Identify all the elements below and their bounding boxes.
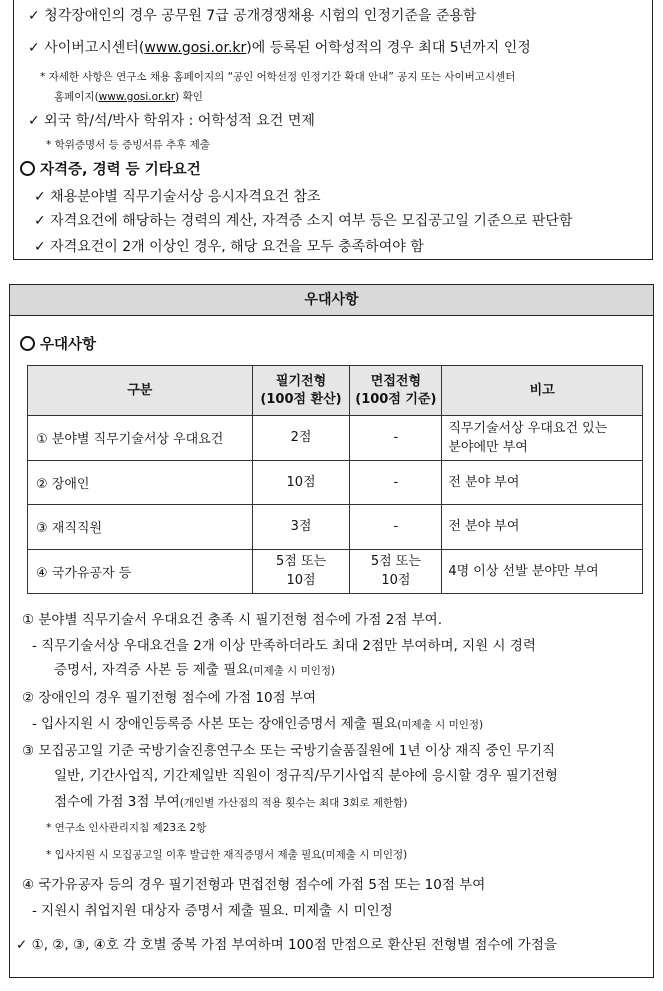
row-label: ② 장애인 bbox=[28, 460, 253, 505]
header-interview: 면접전형 (100점 기준) bbox=[350, 366, 442, 416]
note-sub: - 입사지원 시 장애인등록증 사본 또는 장애인증명서 제출 필요(미제출 시 미인정) bbox=[32, 716, 484, 732]
note-line: 홈페이지(www.gosi.or.kr) 확인 bbox=[54, 91, 203, 103]
preference-box bbox=[9, 284, 654, 978]
row-label: ① 분야별 직무기술서상 우대요건 bbox=[28, 416, 253, 461]
header-remarks: 비고 bbox=[442, 366, 643, 416]
note-footnote: * 입사지원 시 모집공고일 이후 발급한 재직증명서 제출 필요(미제출 시 미인정) bbox=[46, 849, 408, 861]
circle-bullet-icon bbox=[20, 161, 35, 176]
written-score: 10점 bbox=[252, 460, 350, 505]
circle-bullet-icon bbox=[20, 336, 35, 351]
note-sub: - 지원시 취업지원 대상자 증명서 제출 필요. 미제출 시 미인정 bbox=[32, 903, 393, 919]
note-item: ③ 모집공고일 기준 국방기술진흥연구소 또는 국방기술품질원에 1년 이상 재직 중인 무기직 bbox=[22, 743, 556, 759]
note-sub: - 직무기술서상 우대요건을 2개 이상 만족하더라도 최대 2점만 부여하며, 지원 시 경력 bbox=[32, 638, 536, 654]
header-category: 구분 bbox=[28, 366, 253, 416]
remark: 전 분야 부여 bbox=[442, 460, 643, 505]
interview-score: - bbox=[350, 460, 442, 505]
table-row bbox=[28, 549, 643, 594]
written-score: 2점 bbox=[252, 416, 350, 461]
remark: 전 분야 부여 bbox=[442, 505, 643, 550]
note-line: * 학위증명서 등 증빙서류 추후 제출 bbox=[46, 139, 210, 151]
check-item: ✓ ①, ②, ③, ④호 각 호별 중복 가점 부여하며 100점 만점으로 환산된 전형별 점수에 가점을 bbox=[16, 937, 557, 953]
interview-score: 5점 또는 10점 bbox=[350, 549, 442, 594]
remark: 직무기술서상 우대요건 있는 분야에만 부여 bbox=[442, 416, 643, 461]
table-row bbox=[28, 505, 643, 550]
row-label: ④ 국가유공자 등 bbox=[28, 549, 253, 594]
interview-score: - bbox=[350, 416, 442, 461]
section-heading: 우대사항 bbox=[20, 333, 96, 354]
interview-score: - bbox=[350, 505, 442, 550]
check-item: ✓ 채용분야별 직무기술서상 응시자격요건 참조 bbox=[34, 189, 321, 205]
gosi-link[interactable]: www.gosi.or.kr bbox=[98, 91, 176, 103]
note-sub: 일반, 기간사업직, 기간제일반 직원이 정규직/무기사업직 분야에 응시할 경우 필기전형 bbox=[54, 768, 558, 784]
check-item: ✓ 자격요건에 해당하는 경력의 계산, 자격증 소지 여부 등은 모집공고일 기준으로 판단함 bbox=[34, 213, 573, 229]
table-row bbox=[28, 416, 643, 461]
qualification-box bbox=[13, 0, 653, 260]
section-heading: 자격증, 경력 등 기타요건 bbox=[20, 158, 201, 179]
written-score: 3점 bbox=[252, 505, 350, 550]
note-footnote: * 연구소 인사관리지침 제23조 2항 bbox=[46, 822, 207, 834]
preference-table bbox=[27, 365, 643, 594]
check-item: ✓ 사이버고시센터(www.gosi.or.kr)에 등록된 어학성적의 경우 최대 5년까지 인정 bbox=[28, 40, 531, 56]
gosi-link[interactable]: www.gosi.or.kr bbox=[144, 40, 247, 56]
note-line: * 자세한 사항은 연구소 채용 홈페이지의 “공인 어학선정 인정기간 확대 안내” 공지 또는 사이버고시센터 bbox=[40, 71, 516, 83]
note-sub: 증명서, 자격증 사본 등 제출 필요(미제출 시 미인정) bbox=[54, 662, 336, 678]
note-item: ④ 국가유공자 등의 경우 필기전형과 면접전형 점수에 가점 5점 또는 10점 부여 bbox=[22, 877, 486, 893]
table-row bbox=[28, 460, 643, 505]
row-label: ③ 재직직원 bbox=[28, 505, 253, 550]
note-sub: 점수에 가점 3점 부여(개인별 가산점의 적용 횟수는 최대 3회로 제한함) bbox=[54, 794, 408, 810]
written-score: 5점 또는 10점 bbox=[252, 549, 350, 594]
table-header-row bbox=[28, 366, 643, 416]
remark: 4명 이상 선발 분야만 부여 bbox=[442, 549, 643, 594]
note-item: ① 분야별 직무기술서 우대요건 충족 시 필기전형 점수에 가점 2점 부여. bbox=[22, 612, 443, 628]
note-item: ② 장애인의 경우 필기전형 점수에 가점 10점 부여 bbox=[22, 690, 317, 706]
header-written: 필기전형 (100점 환산) bbox=[252, 366, 350, 416]
check-item: ✓ 외국 학/석/박사 학위자 : 어학성적 요건 면제 bbox=[28, 113, 315, 129]
check-item: ✓ 청각장애인의 경우 공무원 7급 공개경쟁채용 시험의 인정기준을 준용함 bbox=[28, 8, 477, 24]
check-item: ✓ 자격요건이 2개 이상인 경우, 해당 요건을 모두 충족하여야 함 bbox=[34, 239, 424, 255]
preference-banner: 우대사항 bbox=[10, 285, 653, 316]
